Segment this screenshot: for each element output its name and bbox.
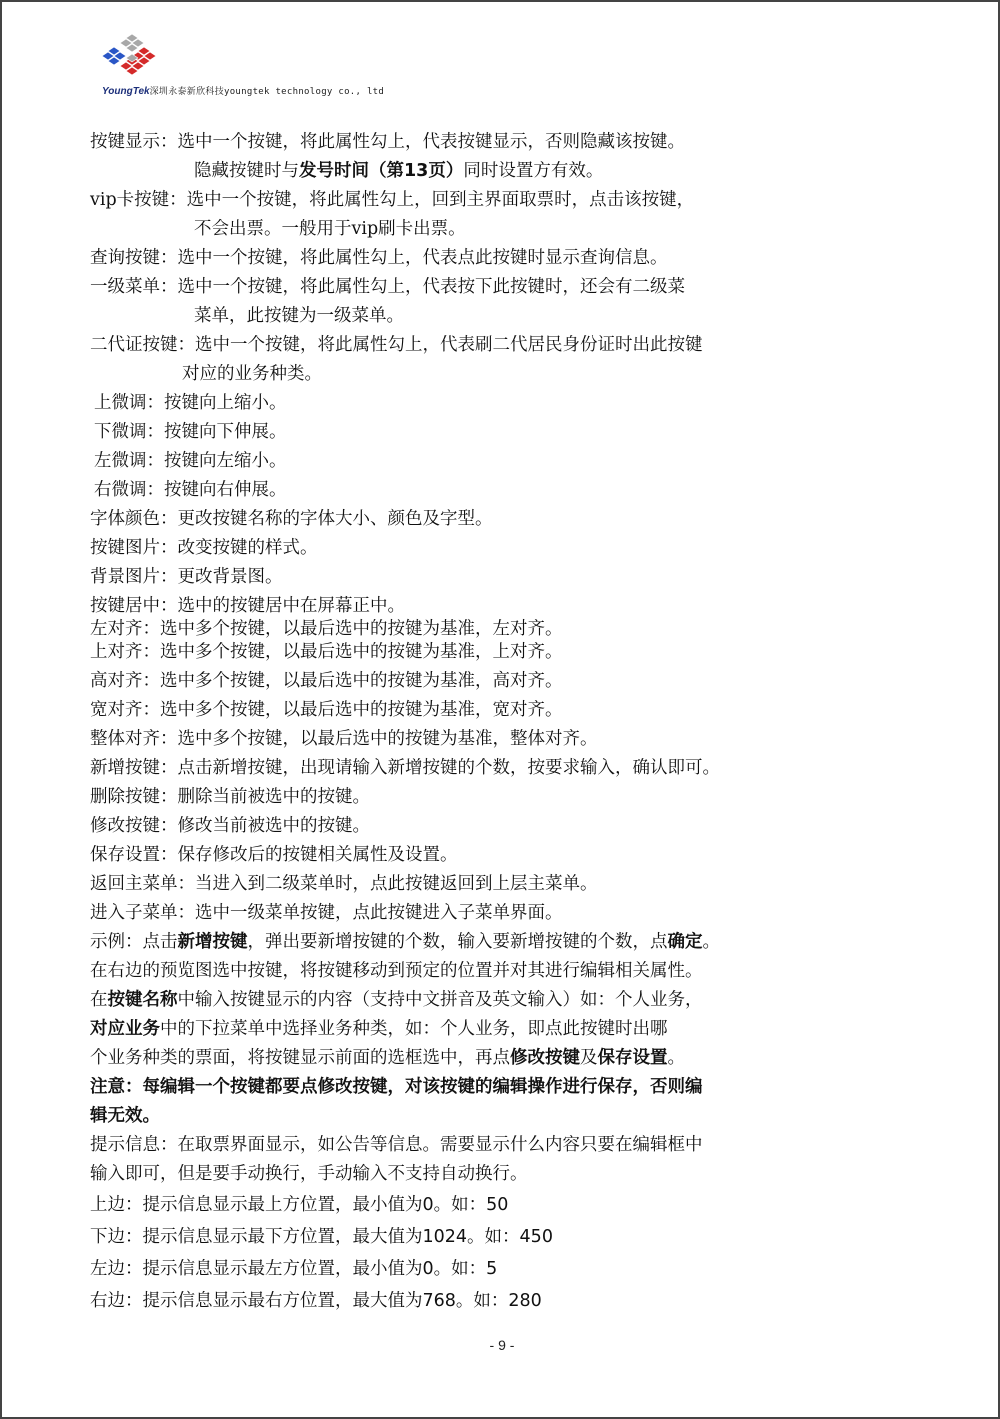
text-line [90, 130, 685, 154]
text-line [90, 1133, 703, 1157]
text-line [94, 391, 287, 415]
text-line [90, 930, 720, 954]
text-segment: 删除按键：删除当前被选中的按键。 [90, 787, 370, 807]
text-line [90, 565, 283, 589]
text-segment: 二代证按键：选中一个按键，将此属性勾上，代表刷二代居民身份证时出此按键 [90, 335, 703, 355]
text-segment: 左边：提示信息显示最左方位置，最小值为 [90, 1259, 423, 1279]
text-line [90, 901, 563, 925]
bold-text: 辑无效。 [90, 1106, 160, 1126]
company-name-cn: 深圳永泰新欣科技 [149, 87, 224, 97]
text-line [90, 1289, 542, 1313]
text-line [90, 1046, 685, 1070]
text-segment: 50 [486, 1195, 509, 1215]
text-segment: 个业务种类的票面，将按键显示前面的选框选中，再点 [90, 1048, 510, 1068]
text-line [94, 478, 287, 502]
text-segment: 左对齐：选中多个按键，以最后选中的按键为基准，左对齐。 [90, 619, 563, 639]
text-segment: 高对齐：选中多个按键，以最后选中的按键为基准，高对齐。 [90, 671, 563, 691]
text-segment: 不会出票。一般用于vip刷卡出票。 [194, 219, 466, 239]
text-line [90, 814, 370, 838]
text-segment: 0 [422, 1195, 434, 1215]
bold-text: 按键名称 [107, 990, 178, 1010]
text-line [194, 159, 603, 183]
text-segment: 右微调：按键向右伸展。 [94, 480, 287, 500]
text-segment: 宽对齐：选中多个按键，以最后选中的按键为基准，宽对齐。 [90, 700, 563, 720]
text-segment: 上边：提示信息显示最上方位置，最小值为 [90, 1195, 423, 1215]
text-segment: 修改按键：修改当前被选中的按键。 [90, 816, 370, 836]
text-segment: 。如： [433, 1195, 487, 1215]
text-segment: 背景图片：更改背景图。 [90, 567, 283, 587]
text-line [182, 362, 322, 386]
text-line [90, 843, 458, 867]
text-segment: 提示信息：在取票界面显示，如公告等信息。需要显示什么内容只要在编辑框中 [90, 1135, 703, 1155]
bold-text: 保存设置 [597, 1048, 668, 1068]
text-segment: 查询按键：选中一个按键，将此属性勾上，代表点此按键时显示查询信息。 [90, 248, 668, 268]
bold-text: 新增按键 [177, 932, 248, 952]
text-segment: 下微调：按键向下伸展。 [94, 422, 287, 442]
text-segment: 。如： [433, 1259, 487, 1279]
text-line [90, 617, 563, 641]
text-segment: vip卡按键：选中一个按键，将此属性勾上，回到主界面取票时，点击该按键， [90, 190, 695, 210]
text-segment: 整体对齐：选中多个按键，以最后选中的按键为基准，整体对齐。 [90, 729, 598, 749]
text-segment: 上微调：按键向上缩小。 [94, 393, 287, 413]
text-segment: 新增按键：点击新增按键，出现请输入新增按键的个数，按要求输入，确认即可。 [90, 758, 720, 778]
brand-name: YoungTek [102, 86, 150, 97]
text-line [90, 1193, 508, 1217]
text-segment: ，弹出要新增按键的个数，输入要新增按键的个数，点 [247, 932, 668, 952]
text-line [90, 594, 405, 618]
text-line [90, 959, 703, 983]
text-line [90, 333, 703, 357]
text-segment: 及 [580, 1048, 598, 1068]
text-segment: 左微调：按键向左缩小。 [94, 451, 287, 471]
text-line [90, 507, 493, 531]
text-line [90, 275, 685, 299]
text-line [90, 1017, 668, 1041]
text-line [90, 756, 720, 780]
text-line [94, 420, 287, 444]
text-segment: 一级菜单：选中一个按键，将此属性勾上，代表按下此按键时，还会有二级菜 [90, 277, 685, 297]
text-segment: 按键显示：选中一个按键，将此属性勾上，代表按键显示，否则隐藏该按键。 [90, 132, 685, 152]
text-line [194, 304, 404, 328]
text-segment: 同时设置方有效。 [463, 161, 604, 181]
text-segment: 菜单，此按键为一级菜单。 [194, 306, 404, 326]
text-line [90, 727, 598, 751]
text-segment: 上对齐：选中多个按键，以最后选中的按键为基准，上对齐。 [90, 642, 563, 662]
text-segment: 1024 [422, 1227, 468, 1247]
text-line [90, 536, 318, 560]
text-segment: 保存设置：保存修改后的按键相关属性及设置。 [90, 845, 458, 865]
text-segment: 对应的业务种类。 [182, 364, 322, 384]
text-line [90, 1225, 553, 1249]
company-header [102, 84, 384, 97]
company-name-en: youngtek technology co., ltd [224, 87, 385, 97]
text-segment: 示例：点击 [90, 932, 178, 952]
text-segment: 450 [519, 1227, 553, 1247]
text-segment: 中输入按键显示的内容（支持中文拼音及英文输入）如：个人业务， [177, 990, 703, 1010]
text-segment: 下边：提示信息显示最下方位置，最大值为 [90, 1227, 423, 1247]
page-number: - 9 - [489, 1337, 515, 1353]
text-segment: 280 [508, 1291, 542, 1311]
text-line [194, 217, 466, 241]
text-segment: 在 [90, 990, 108, 1010]
text-segment: 在右边的预览图选中按键，将按键移动到预定的位置并对其进行编辑相关属性。 [90, 961, 703, 981]
bold-text: 对应业务 [90, 1019, 160, 1039]
text-line [90, 669, 563, 693]
text-segment: 中的下拉菜单中选择业务种类，如：个人业务，即点此按键时出哪 [160, 1019, 668, 1039]
text-line [90, 640, 563, 664]
youngtek-logo-icon [102, 34, 162, 84]
text-line [90, 785, 370, 809]
text-line [94, 449, 287, 473]
bold-text: 确定 [667, 932, 703, 952]
text-segment: 隐藏按键时与 [194, 161, 299, 181]
bold-text: 修改按键 [510, 1048, 580, 1068]
bold-text: 注意：每编辑一个按键都要点修改按键，对该按键的编辑操作进行保存，否则编 [90, 1077, 703, 1097]
text-segment: 字体颜色：更改按键名称的字体大小、颜色及字型。 [90, 509, 493, 529]
text-segment: 5 [486, 1259, 498, 1279]
text-line [90, 1162, 528, 1186]
text-segment: 返回主菜单：当进入到二级菜单时，点此按键返回到上层主菜单。 [90, 874, 598, 894]
text-segment: 右边：提示信息显示最右方位置，最大值为 [90, 1291, 423, 1311]
text-segment: 进入子菜单：选中一级菜单按键，点此按键进入子菜单界面。 [90, 903, 563, 923]
bold-text: 发号时间（第13页） [299, 161, 464, 181]
text-line [90, 1257, 497, 1281]
text-line [90, 1075, 703, 1099]
text-segment: 。 [702, 932, 720, 952]
text-segment: 输入即可，但是要手动换行，手动输入不支持自动换行。 [90, 1164, 528, 1184]
text-segment: 按键居中：选中的按键居中在屏幕正中。 [90, 596, 405, 616]
text-segment: 。 [667, 1048, 685, 1068]
text-segment: 。如： [467, 1227, 520, 1247]
text-line [90, 1104, 160, 1128]
text-segment: 。如： [455, 1291, 509, 1311]
text-line [90, 988, 703, 1012]
text-line [90, 872, 598, 896]
text-line [90, 246, 668, 270]
text-segment: 768 [422, 1291, 456, 1311]
text-line [90, 188, 694, 212]
text-segment: 按键图片：改变按键的样式。 [90, 538, 318, 558]
text-line [90, 698, 563, 722]
text-segment: 0 [422, 1259, 434, 1279]
